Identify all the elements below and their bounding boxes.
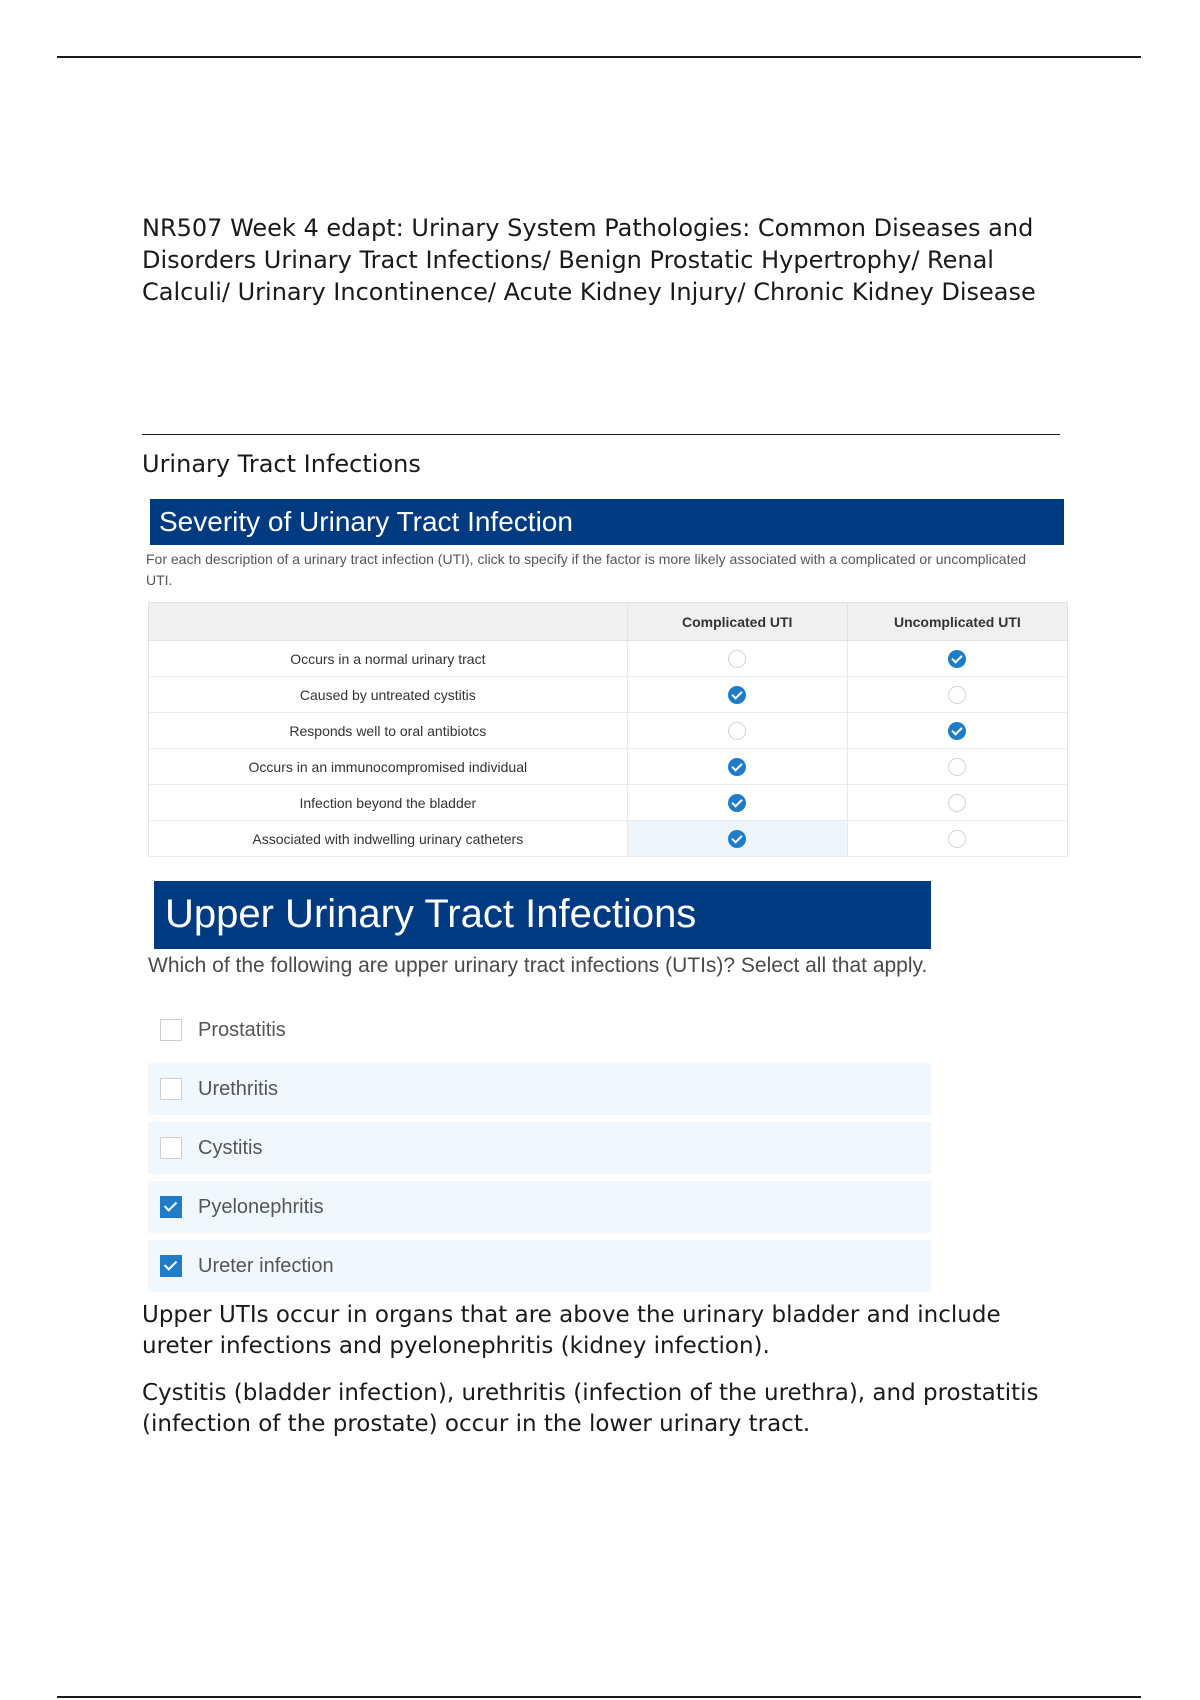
- severity-instructions: For each description of a urinary tract infection (UTI), click to specify if the factor is more likely associated with a complicated or uncomplicated UTI.: [146, 551, 1027, 588]
- uncomplicated-cell[interactable]: [847, 677, 1067, 713]
- upper-uti-question: Which of the following are upper urinary tract infections (UTIs)? Select all that apply.: [148, 954, 928, 977]
- complicated-cell[interactable]: [627, 677, 847, 713]
- upper-uti-options: [148, 1004, 931, 1299]
- bottom-rule: [57, 1696, 1141, 1698]
- option-label: Ureter infection: [198, 1254, 334, 1277]
- uncomplicated-cell[interactable]: [847, 785, 1067, 821]
- severity-row-label: Infection beyond the bladder: [149, 785, 628, 821]
- uncomplicated-cell[interactable]: [847, 821, 1067, 857]
- severity-row-label: Caused by untreated cystitis: [149, 677, 628, 713]
- option-pyelonephritis[interactable]: [148, 1181, 931, 1233]
- complicated-cell[interactable]: [627, 713, 847, 749]
- option-cystitis[interactable]: [148, 1122, 931, 1174]
- severity-row-label: Associated with indwelling urinary catheters: [149, 821, 628, 857]
- checkbox-empty-icon[interactable]: [160, 1019, 182, 1041]
- option-ureter-infection[interactable]: [148, 1240, 931, 1292]
- complicated-cell[interactable]: [627, 785, 847, 821]
- section-title: Urinary Tract Infections: [142, 450, 421, 478]
- radio-empty-icon[interactable]: [948, 758, 966, 776]
- severity-table-header: [149, 603, 1068, 641]
- complicated-cell[interactable]: [627, 821, 847, 857]
- radio-empty-icon[interactable]: [948, 830, 966, 848]
- option-prostatitis[interactable]: [148, 1004, 931, 1056]
- radio-selected-icon[interactable]: [948, 650, 966, 668]
- checkbox-empty-icon[interactable]: [160, 1078, 182, 1100]
- uncomplicated-cell[interactable]: [847, 713, 1067, 749]
- option-label: Prostatitis: [198, 1018, 286, 1041]
- option-label: Cystitis: [198, 1136, 263, 1159]
- uncomplicated-cell[interactable]: [847, 749, 1067, 785]
- severity-row-label: Responds well to oral antibiotcs: [149, 713, 628, 749]
- checkbox-checked-icon[interactable]: [160, 1196, 182, 1218]
- severity-row-label: Occurs in an immunocompromised individual: [149, 749, 628, 785]
- severity-row: [149, 821, 1068, 857]
- checkbox-empty-icon[interactable]: [160, 1137, 182, 1159]
- radio-selected-icon[interactable]: [728, 794, 746, 812]
- radio-empty-icon[interactable]: [948, 686, 966, 704]
- severity-row-label: Occurs in a normal urinary tract: [149, 641, 628, 677]
- severity-row: [149, 785, 1068, 821]
- uncomplicated-cell[interactable]: [847, 641, 1067, 677]
- severity-banner: Severity of Urinary Tract Infection: [150, 499, 1064, 545]
- header-blank: [149, 603, 628, 641]
- complicated-cell[interactable]: [627, 641, 847, 677]
- complicated-cell[interactable]: [627, 749, 847, 785]
- severity-row: [149, 713, 1068, 749]
- option-label: Urethritis: [198, 1077, 279, 1100]
- severity-row: [149, 677, 1068, 713]
- radio-selected-icon[interactable]: [728, 686, 746, 704]
- radio-empty-icon[interactable]: [728, 650, 746, 668]
- radio-selected-icon[interactable]: [728, 830, 746, 848]
- radio-selected-icon[interactable]: [728, 758, 746, 776]
- radio-selected-icon[interactable]: [948, 722, 966, 740]
- severity-row: [149, 749, 1068, 785]
- radio-empty-icon[interactable]: [728, 722, 746, 740]
- checkbox-checked-icon[interactable]: [160, 1255, 182, 1277]
- option-label: Pyelonephritis: [198, 1195, 324, 1218]
- severity-row: [149, 641, 1068, 677]
- section-divider: [142, 434, 1060, 435]
- severity-table: [148, 602, 1068, 857]
- header-uncomplicated: Uncomplicated UTI: [847, 603, 1067, 641]
- document-title: NR507 Week 4 edapt: Urinary System Pathologies: Common Diseases and Disorders Urinary Tract Infections/ Benign Prostatic Hypertrophy/ Renal Calculi/ Urinary Incontinence/ Acute Kidney Injury/ Chronic Kidney Disease: [142, 214, 1036, 306]
- radio-empty-icon[interactable]: [948, 794, 966, 812]
- upper-uti-banner: Upper Urinary Tract Infections: [154, 881, 931, 949]
- header-complicated: Complicated UTI: [627, 603, 847, 641]
- top-rule: [57, 56, 1141, 58]
- explanation-paragraph-2: Cystitis (bladder infection), urethritis (infection of the urethra), and prostatitis (infection of the prostate) occur in the lower urinary tract.: [142, 1380, 1039, 1437]
- explanation-paragraph-1: Upper UTIs occur in organs that are above the urinary bladder and include ureter infections and pyelonephritis (kidney infection).: [142, 1302, 1001, 1359]
- option-urethritis[interactable]: [148, 1063, 931, 1115]
